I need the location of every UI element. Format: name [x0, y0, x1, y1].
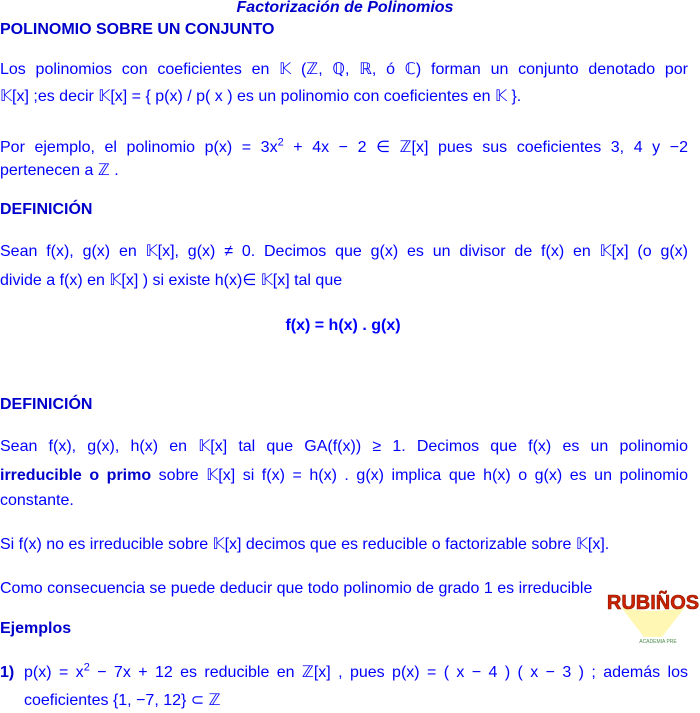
- exponent: 2: [277, 136, 284, 149]
- paragraph-line: [0, 466, 688, 486]
- svg-text:RUBIÑOS: RUBIÑOS: [606, 592, 700, 614]
- definition-heading: DEFINICIÓN: [0, 396, 93, 413]
- example-number: 1): [0, 664, 15, 681]
- text: Por ejemplo, el polinomio p(x) = 3x: [0, 139, 278, 156]
- text: + 4x − 2 ∈ ℤ[x] pues sus coeficientes 3, 4 y −2: [283, 139, 688, 156]
- text: p(x) = x: [24, 664, 84, 681]
- formula: f(x) = h(x) . g(x): [285, 317, 401, 334]
- text: − 7x + 12 es reducible en ℤ[x] , pues p(x) = ( x − 4 ) ( x − 3 ) ; además los: [89, 664, 688, 681]
- definition-heading: DEFINICIÓN: [0, 201, 93, 218]
- text: sobre 𝕂[x] si f(x) = h(x) . g(x) implica que h(x) o g(x) es un polinomio: [151, 467, 688, 484]
- rubinos-logo: [606, 585, 700, 647]
- paragraph-line: pertenecen a ℤ .: [0, 162, 119, 179]
- paragraph-line: 𝕂[x] ;es decir 𝕂[x] = { p(x) / p( x ) es un polinomio con coeficientes en 𝕂 }.: [0, 88, 522, 105]
- paragraph-line: Si f(x) no es irreducible sobre 𝕂[x] decimos que es reducible o factorizable sobre 𝕂[x].: [0, 536, 610, 553]
- paragraph-line: [0, 138, 688, 158]
- exponent: 2: [83, 661, 90, 674]
- paragraph-line: Sean f(x), g(x), h(x) en 𝕂[x] tal que GA(f(x)) ≥ 1. Decimos que f(x) es un polinomio: [0, 438, 688, 455]
- section-heading: POLINOMIO SOBRE UN CONJUNTO: [0, 21, 275, 38]
- paragraph-line: Sean f(x), g(x) en 𝕂[x], g(x) ≠ 0. Decimos que g(x) es un divisor de f(x) en 𝕂[x] (o g(x): [0, 243, 688, 260]
- paragraph-line: divide a f(x) en 𝕂[x] ) si existe h(x)∈ 𝕂[x] tal que: [0, 272, 343, 289]
- examples-heading: Ejemplos: [0, 620, 72, 637]
- paragraph-line: constante.: [0, 492, 74, 509]
- example-line: coeficientes {1, −7, 12} ⊂ ℤ: [24, 692, 221, 709]
- document-title: Factorización de Polinomios: [236, 0, 454, 16]
- paragraph-line: Los polinomios con coeficientes en 𝕂 (ℤ, ℚ, ℝ, ó ℂ) forman un conjunto denotado por: [0, 61, 688, 78]
- example-line: [24, 663, 688, 683]
- bold-term: irreducible o primo: [0, 467, 152, 484]
- paragraph-line: Como consecuencia se puede deducir que todo polinomio de grado 1 es irreducible: [0, 580, 593, 597]
- svg-text:ACADEMIA PRE: ACADEMIA PRE: [639, 639, 677, 645]
